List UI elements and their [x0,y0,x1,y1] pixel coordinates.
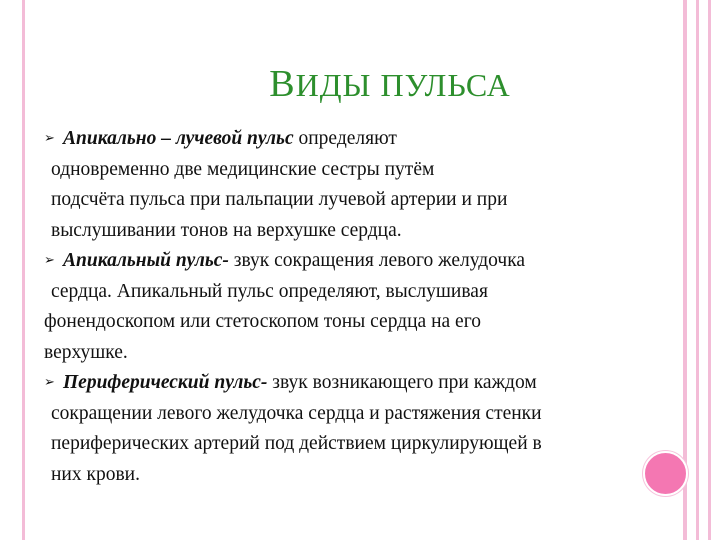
bullet-line [44,368,624,399]
arrow-bullet-icon: ➢ [44,131,55,146]
bullet-line: подсчёта пульса при пальпации лучевой артерии и при [51,189,508,210]
bullet-line: верхушке. [44,341,128,363]
bullet-term: Апикально – лучевой пульс [63,128,294,149]
bullet-line: фонендоскопом или стетоскопом тоны сердца на его [44,311,481,332]
slide-body [44,124,624,490]
decorative-circle [643,451,688,496]
bullet-line: сокращении левого желудочка сердца и растяжения стенки [51,402,542,424]
title-first-letter: В [269,63,296,105]
bullet-line: периферических артерий под действием циркулирующей в [51,433,542,454]
bullet-term: Апикальный пульс- [63,250,229,271]
bullet-text: звук возникающего при каждом [267,372,537,393]
arrow-bullet-icon: ➢ [44,253,55,268]
arrow-bullet-icon: ➢ [44,375,55,390]
bullet-line: сердца. Апикальный пульс определяют, выслушивая [51,280,488,302]
bullet-line [44,246,624,277]
slide-title [0,62,720,106]
bullet-line: выслушивании тонов на верхушке сердца. [51,219,402,241]
bullet-line [44,124,624,155]
bullet-text: звук сокращения левого желудочка [228,250,526,271]
bullet-text: определяют [293,128,397,149]
bullet-term: Периферический пульс- [63,372,268,393]
title-rest: ИДЫ ПУЛЬСА [295,67,511,103]
bullet-line: одновременно две медицинские сестры путём [51,158,435,180]
bullet-line: них крови. [51,463,140,485]
